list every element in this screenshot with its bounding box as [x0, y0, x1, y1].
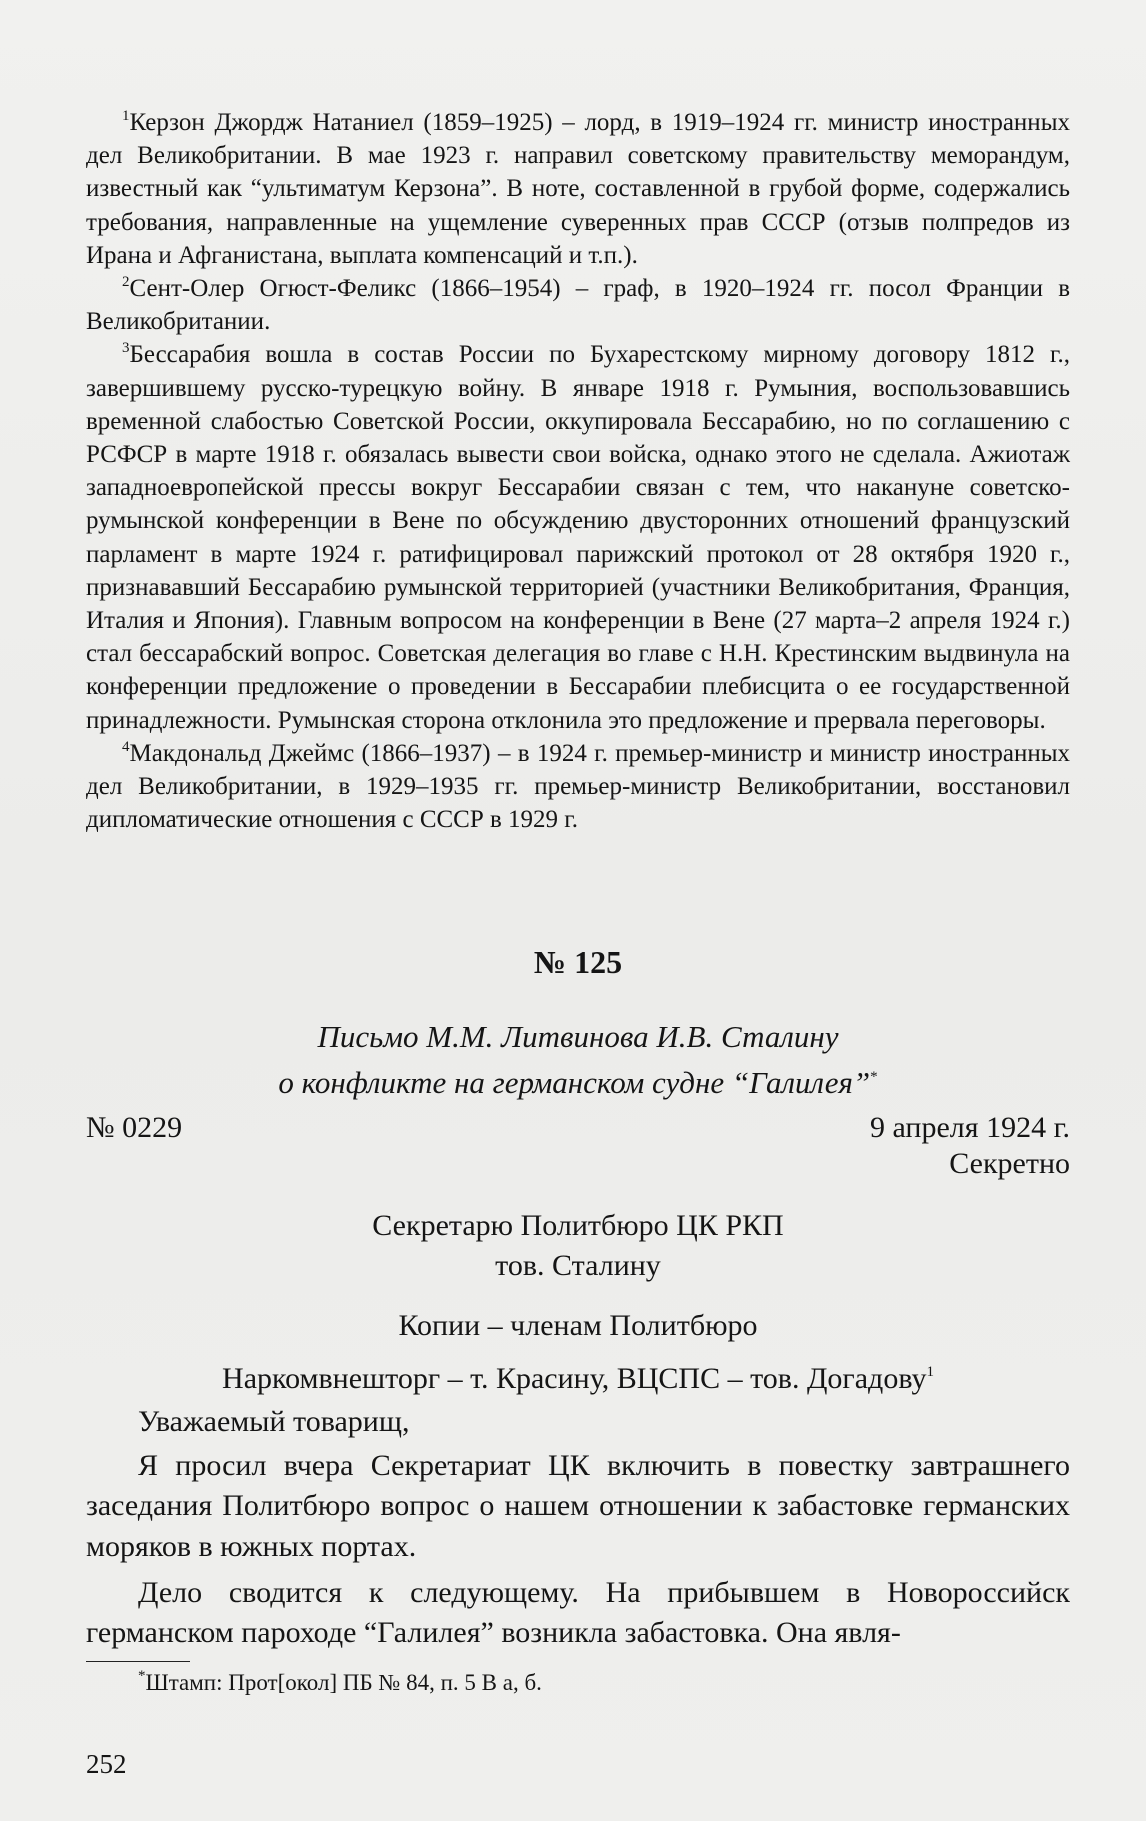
endnote-marker: 3 [122, 340, 130, 357]
endnote-marker: 1 [122, 107, 130, 124]
body-paragraph: Я просил вчера Секретариат ЦК включить в повестку завтрашнего заседания Политбюро вопрос о нашем отношении к забастовке германских моряков в южных портах. [86, 1449, 1070, 1563]
endnote-marker: 2 [122, 273, 130, 290]
endnote-marker: 4 [122, 738, 130, 755]
letter-body [86, 1402, 1070, 1659]
endnote-text: Керзон Джордж Натаниел (1859–1925) – лорд, в 1919–1924 гг. министр иностранных дел Великобритании. В мае 1923 г. направил советскому правительству меморандум, известный как “ультиматум Керзона”. В ноте, составленной в грубой форме, содержались требования, направленные на ущемление суверенных прав СССР (отзыв полпредов из Ирана и Афганистана, выплата компенсаций и т.п.). [86, 109, 1070, 269]
footnote-divider [86, 1661, 190, 1662]
addressee-line-1: Секретарю Политбюро ЦК РКП [372, 1209, 784, 1242]
endnote-text: Сент-Олер Огюст-Феликс (1866–1954) – граф, в 1920–1924 гг. посол Франции в Великобритании. [86, 275, 1070, 336]
reference-number: № 0229 [86, 1111, 183, 1144]
footnote-marker: * [138, 1668, 146, 1685]
page-number: 252 [86, 1749, 127, 1779]
body-paragraph: Дело сводится к следующему. На прибывшем в Новороссийск германском пароходе “Галилея” возникла забастовка. Она явля- [86, 1575, 1070, 1650]
endnote-text: Макдональд Джеймс (1866–1937) – в 1924 г. премьер-министр и министр иностранных дел Великобритании, в 1929–1935 гг. премьер-министр Великобритании, восстановил дипломатические отношения с СССР в 1929 г. [86, 739, 1070, 834]
footnote-text: Штамп: Прот[окол] ПБ № 84, п. 5 В а, б. [145, 1670, 542, 1695]
copies-line-1: Копии – членам Политбюро [398, 1309, 758, 1342]
endnote-3 [86, 338, 1070, 736]
addressee-line-2: тов. Сталину [495, 1249, 661, 1282]
endnote-2 [86, 272, 1070, 338]
document-date: 9 апреля 1924 г. [870, 1111, 1070, 1144]
endnote-marker: 1 [926, 1364, 934, 1380]
document-title-line-1: Письмо М.М. Литвинова И.В. Сталину [317, 1019, 839, 1054]
endnote-4 [86, 737, 1070, 837]
greeting: Уважаемый товарищ, [138, 1405, 410, 1438]
footnote [86, 1668, 1070, 1698]
endnote-text: Бессарабия вошла в состав России по Бухарестскому мирному договору 1812 г., завершившему русско-турецкую войну. В январе 1918 г. Румыния, воспользовавшись временной слабостью Советской России, оккупировала Бессарабию, но по соглашению с РСФСР в марте 1918 г. обязалась вывести свои войска, однако этого не сделала. Ажиотаж западноевропейской прессы вокруг Бессарабии связан с тем, что накануне советско-румынской конференции в Вене по обсуждению двусторонних отношений французский парламент в марте 1924 г. ратифицировал парижский протокол от 28 октября 1920 г., признававший Бессарабию румынской территорией (участники Великобритания, Франция, Италия и Япония). Главным вопросом на конференции в Вене (27 марта–2 апреля 1924 г.) стал бессарабский вопрос. Советская делегация во главе с Н.Н. Крестинским выдвинула на конференции предложение о проведении в Бессарабии плебисцита о ее государственной принадлежности. Румынская сторона отклонила это предложение и прервала переговоры. [86, 341, 1070, 734]
copies-line-2: Наркомвнешторг – т. Красину, ВЦСПС – тов. Догадову$^1$ [222, 1362, 934, 1395]
footnote-entry [86, 1668, 1070, 1698]
document-title-line-2: о конфликте на германском судне “Галилея”* [278, 1065, 878, 1100]
document-number: № 125 [533, 944, 623, 980]
endnotes [86, 106, 1070, 836]
classification-label: Секретно [949, 1147, 1070, 1180]
document-title [86, 1014, 1070, 1106]
endnote-1 [86, 106, 1070, 272]
footnote-marker: * [870, 1068, 878, 1085]
